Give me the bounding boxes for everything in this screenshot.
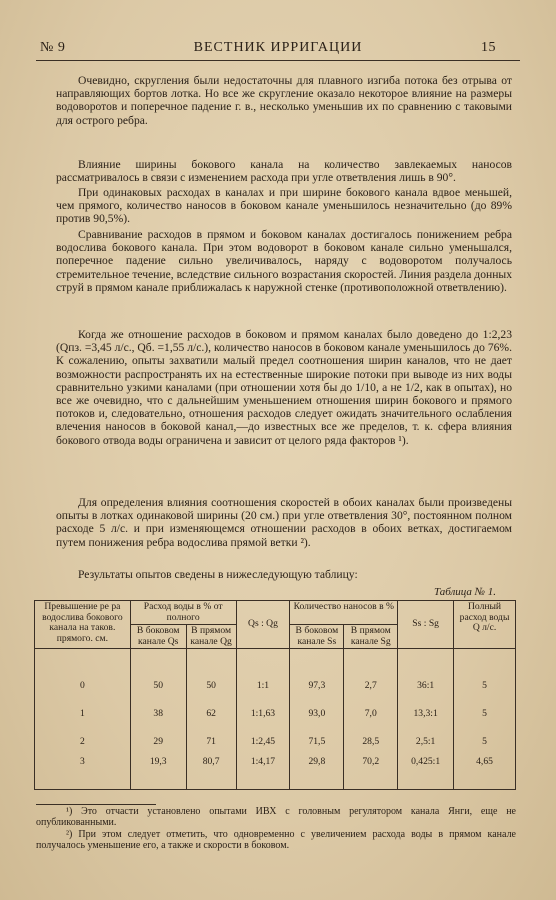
table-cell: 38 <box>130 700 186 728</box>
page-number: 15 <box>481 40 496 55</box>
paragraph-6: Для определения влияния соотношения скоростей в обоих каналах были произведены опыты в лотках одинаковой ширины (20 см.) при угле ответвления 30°, постоянном полном расходе 5 л/с. и при изменяющемся отношении расходов в обоих ветках, достигаемом путем понижения ребра водослива прямой ветки ²). <box>56 496 512 549</box>
footnotes <box>36 806 516 852</box>
header-total-flow: Полный расход воды Q л/с. <box>454 601 516 649</box>
table-cell: 71 <box>186 728 236 756</box>
journal-title: ВЕСТНИК ИРРИГАЦИИ <box>193 40 363 55</box>
table-cell: 1:2,45 <box>236 728 290 756</box>
paragraph-1: Очевидно, скругления были недостаточны для плавного изгиба потока без отрыва от направляющих бортов лотка. Но все же скругление оказало некоторое влияние на размеры водоворотов и поперечное падение г. в., несколько уменьшив их по сравнению с таковыми для острого ребра. <box>56 74 512 127</box>
table-caption: Таблица № 1. <box>433 586 496 598</box>
table-cell: 50 <box>186 672 236 700</box>
paragraph-7: Результаты опытов сведены в нижеследующую таблицу: <box>78 568 358 581</box>
header-flow-side: В боковом канале Qs <box>130 625 186 649</box>
paragraph-2: Влияние ширины бокового канала на количество завлекаемых наносов рассматривалось в связи с изменением расхода при угле ответвления лишь в 90°. <box>56 158 512 185</box>
header-ratio-q: Qs : Qg <box>236 601 290 649</box>
table-cell: 1:1 <box>236 672 290 700</box>
footnote-1: ¹) Это отчасти установлено опытами ИВХ с головным регулятором канала Янги, еще не опубликованными. <box>36 806 516 829</box>
table-cell: 29,8 <box>290 756 344 789</box>
paragraph-4: Сравнивание расходов в прямом и боковом каналах достигалось понижением ребра водослива бокового канала. При этом водоворот в боковом канале сильно уменьшался, поперечное падение сильно увеличивалось, наряду с водоворотом получалось стремительное течение, вследствие сильного возрастания скоростей. Линия раздела донных струй в прямом канале приближалась к наружной стенке (противоположной ответвлению). <box>56 228 512 294</box>
table-cell: 62 <box>186 700 236 728</box>
table-cell: 28,5 <box>344 728 398 756</box>
table-cell: 13,3:1 <box>398 700 454 728</box>
table-row <box>35 672 516 700</box>
paragraph-3: При одинаковых расходах в каналах и при ширине бокового канала вдвое меньшей, чем прямого, количество наносов в боковом канале уменьшилось незначительно (до 89% против 90,5%). <box>56 186 512 226</box>
page-header <box>36 40 520 60</box>
table-cell: 2 <box>35 728 131 756</box>
header-sediment-group: Количество наносов в % <box>290 601 398 625</box>
table-cell: 5 <box>454 672 516 700</box>
table-cell: 50 <box>130 672 186 700</box>
footnote-2: ²) При этом следует отметить, что одновременно с увеличением расхода воды в прямом канале получалось уменьшение его, а также и скорости в боковом. <box>36 828 516 852</box>
footnote-rule <box>36 804 156 805</box>
table-cell: 70,2 <box>344 756 398 789</box>
table-cell: 3 <box>35 756 131 789</box>
table-cell: 4,65 <box>454 756 516 789</box>
table-cell: 5 <box>454 700 516 728</box>
table-cell: 29 <box>130 728 186 756</box>
header-flow-group: Расход воды в % от полного <box>130 601 236 625</box>
table-row <box>35 728 516 756</box>
table-row <box>35 756 516 789</box>
table-cell: 97,3 <box>290 672 344 700</box>
table-cell: 19,3 <box>130 756 186 789</box>
table-cell: 2,5:1 <box>398 728 454 756</box>
table-cell: 0 <box>35 672 131 700</box>
issue-number: № 9 <box>40 40 66 55</box>
table-cell: 36:1 <box>398 672 454 700</box>
table-cell: 80,7 <box>186 756 236 789</box>
table-cell: 7,0 <box>344 700 398 728</box>
header-sediment-straight: В прямом канале Sg <box>344 625 398 649</box>
results-table <box>34 600 516 790</box>
table-cell: 5 <box>454 728 516 756</box>
table-cell: 0,425:1 <box>398 756 454 789</box>
table-cell: 71,5 <box>290 728 344 756</box>
table-cell: 1:1,63 <box>236 700 290 728</box>
table-cell: 1:4,17 <box>236 756 290 789</box>
table-cell: 1 <box>35 700 131 728</box>
table-cell: 93,0 <box>290 700 344 728</box>
header-sediment-side: В боковом канале Ss <box>290 625 344 649</box>
paragraph-5: Когда же отношение расходов в боковом и прямом каналах было доведено до 1:2,23 (Qпз. =3,45 л/с., Qб. =1,55 л/с.), количество наносов в боковом канале уменьшилось до 76%. К сожалению, опыты захватили малый предел соотношения ширин каналов, что не дает возможности распространять их на естественные широкие потоки при выводе из них воды сравнительно узкими каналами (при отношении хотя бы до 1/10, а не 1/2, как в опытах), но все же очевидно, что с дальнейшим уменьшением отношения ширин бокового и прямого потоков и, следовательно, отношения расходов следует ожидать значительного ослабления влечения наносов в боковой канал,—до известных все же пределов, т. к. сфера влияния бокового отвода воды ограничена и зависит от целого ряда факторов ¹). <box>56 328 512 447</box>
header-ratio-s: Ss : Sg <box>398 601 454 649</box>
header-rule <box>36 60 520 61</box>
table-cell: 2,7 <box>344 672 398 700</box>
table-row <box>35 700 516 728</box>
table-spacer-row <box>35 649 516 673</box>
header-excess: Превышение ре ра водослива бокового канала на таков. прямого. см. <box>35 601 131 649</box>
header-flow-straight: В прямом канале Qg <box>186 625 236 649</box>
